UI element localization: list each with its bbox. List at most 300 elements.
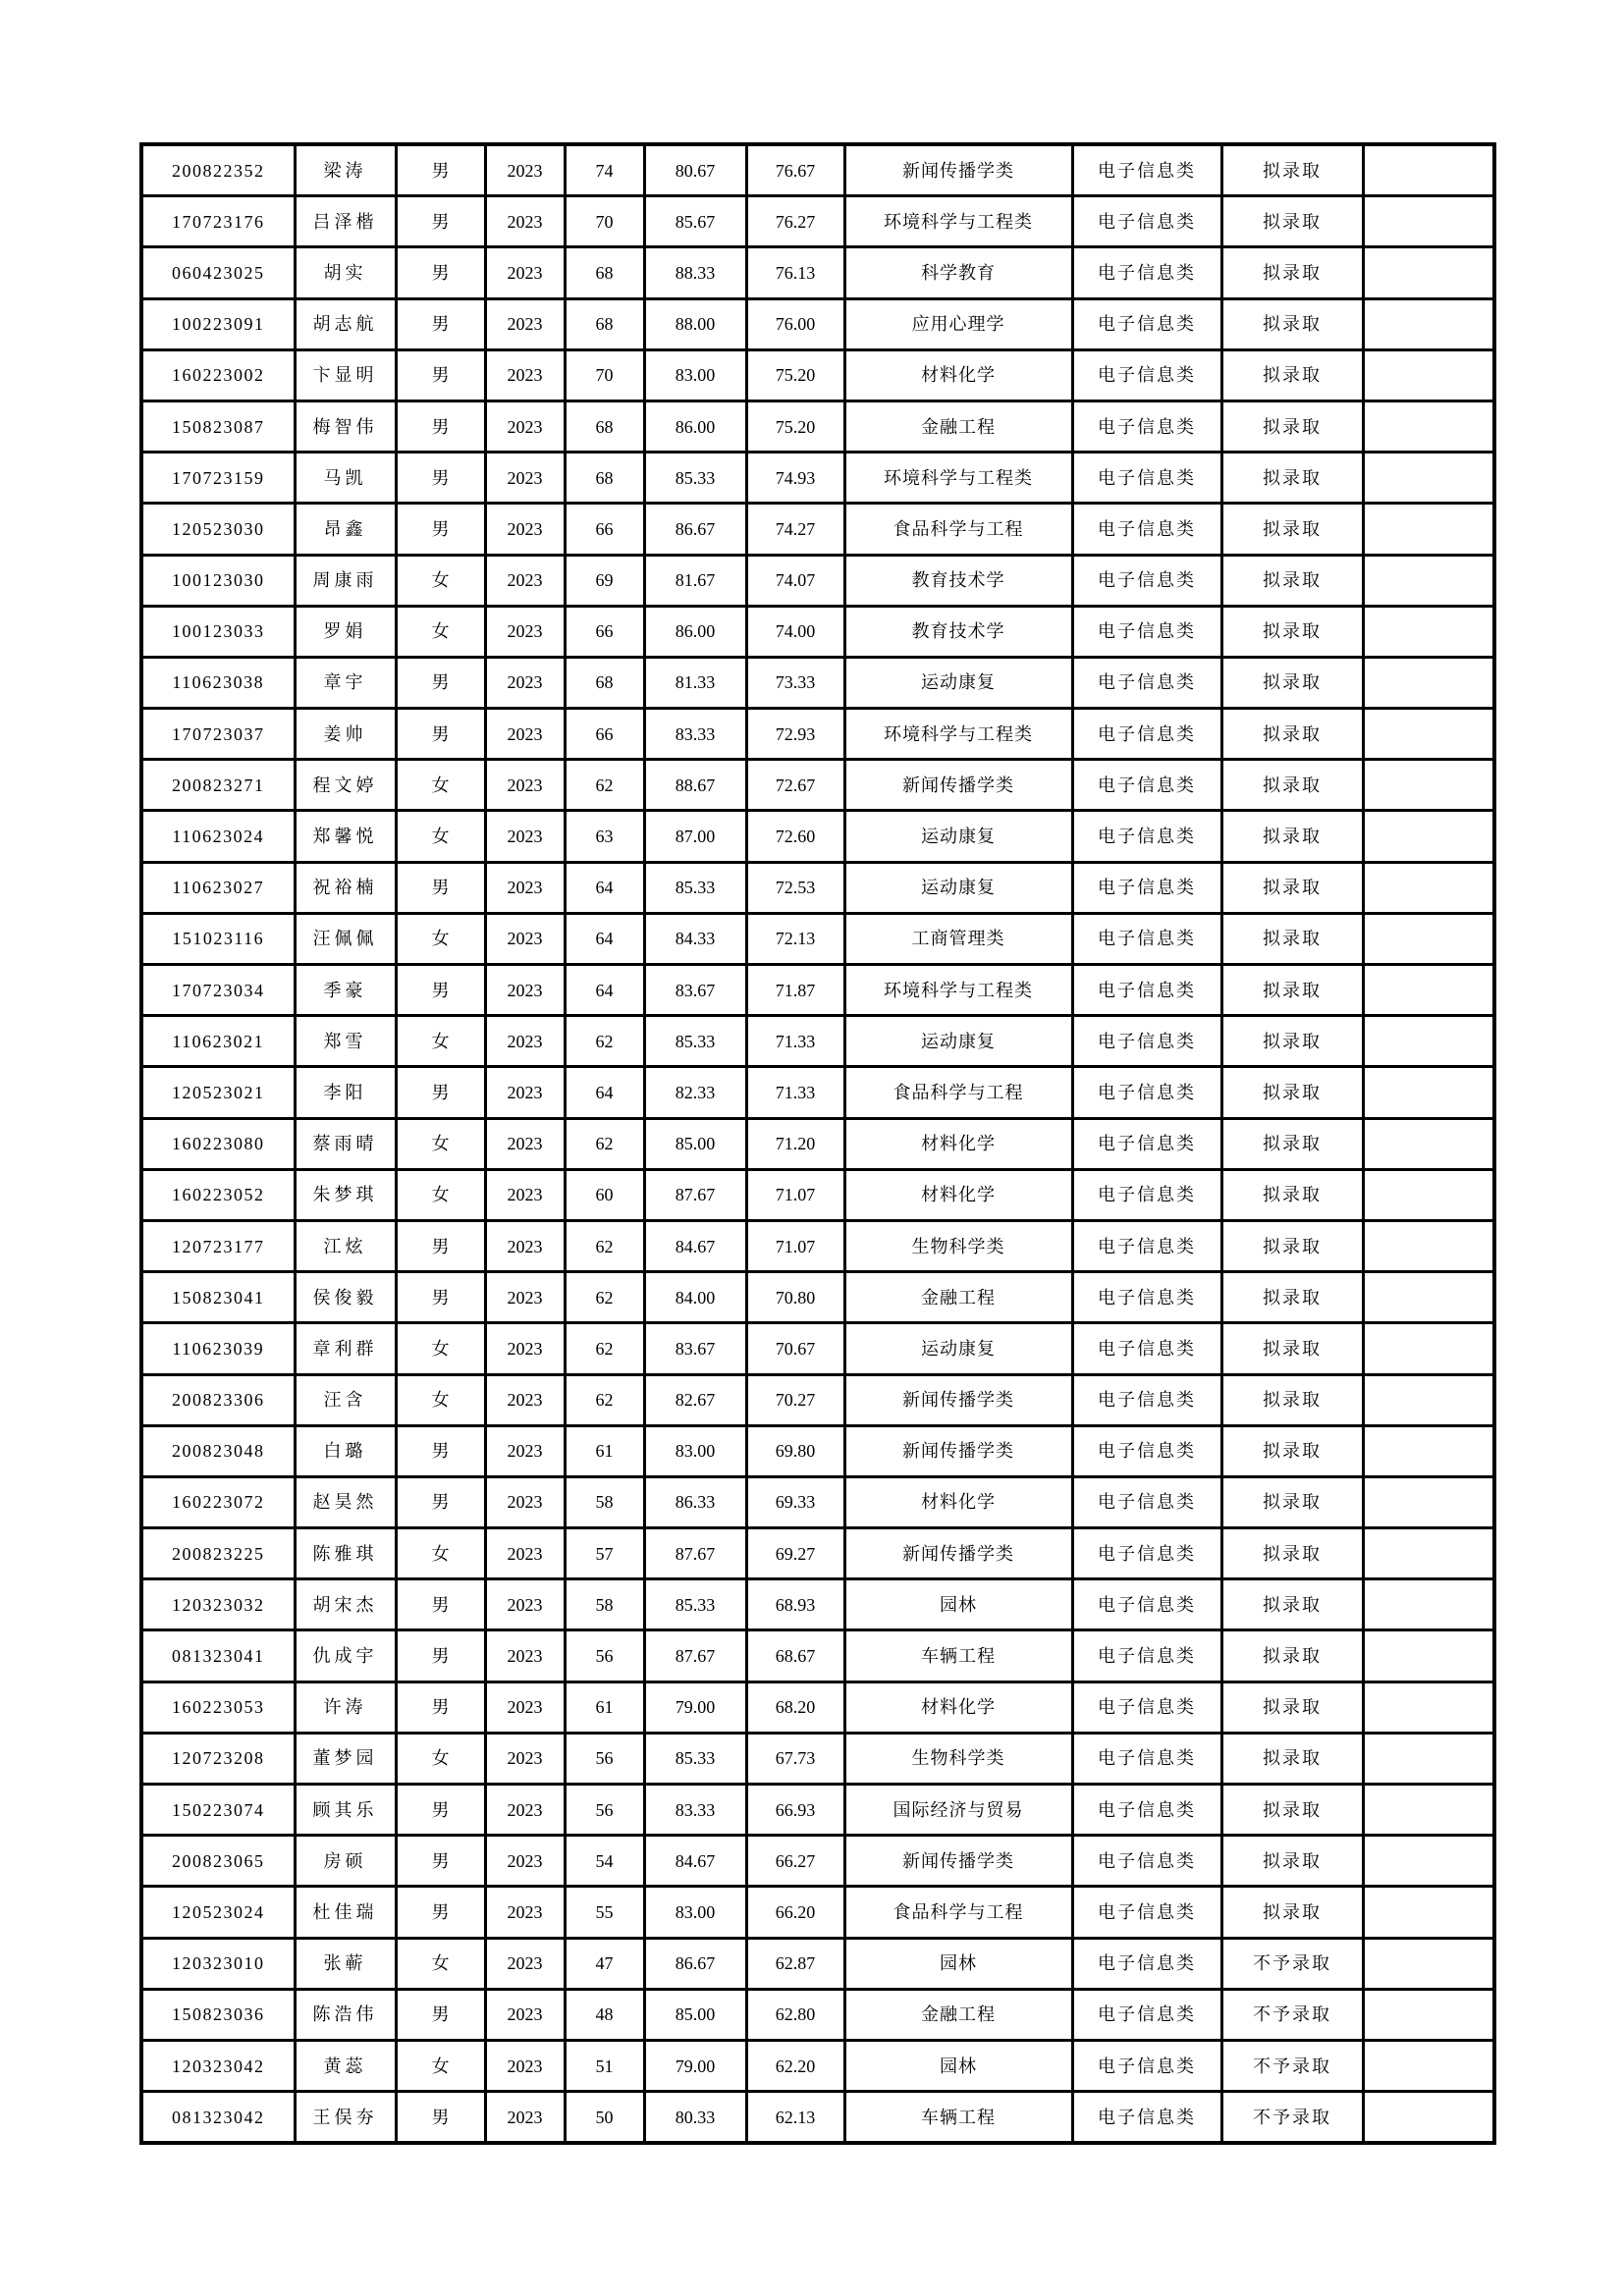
- cell-year: 2023: [485, 504, 565, 555]
- cell-score-2: 84.33: [644, 913, 746, 964]
- cell-score-weighted: 66.20: [746, 1887, 844, 1938]
- cell-student-id: 110623024: [141, 811, 295, 862]
- cell-student-id: 081323042: [141, 2092, 295, 2144]
- cell-score-weighted: 76.00: [746, 298, 844, 349]
- cell-status: 拟录取: [1221, 349, 1363, 400]
- cell-score-1: 62: [565, 1016, 644, 1067]
- cell-student-name: 章利群: [295, 1323, 396, 1374]
- cell-year: 2023: [485, 913, 565, 964]
- cell-score-1: 56: [565, 1733, 644, 1784]
- cell-status: 不予录取: [1221, 2092, 1363, 2144]
- cell-student-id: 150823041: [141, 1272, 295, 1323]
- cell-note: [1363, 1272, 1494, 1323]
- cell-student-id: 120523024: [141, 1887, 295, 1938]
- cell-major: 环境科学与工程类: [844, 196, 1072, 247]
- cell-gender: 女: [396, 1169, 485, 1220]
- cell-score-weighted: 68.67: [746, 1630, 844, 1682]
- cell-category: 电子信息类: [1072, 1425, 1221, 1476]
- table-row: [141, 144, 1494, 196]
- cell-note: [1363, 2092, 1494, 2144]
- cell-score-weighted: 76.13: [746, 247, 844, 298]
- cell-note: [1363, 965, 1494, 1016]
- cell-status: 拟录取: [1221, 862, 1363, 913]
- cell-major: 园林: [844, 1579, 1072, 1630]
- cell-score-2: 80.67: [644, 144, 746, 196]
- cell-note: [1363, 1682, 1494, 1733]
- cell-gender: 男: [396, 709, 485, 760]
- cell-major: 新闻传播学类: [844, 144, 1072, 196]
- cell-score-1: 62: [565, 1220, 644, 1271]
- cell-student-id: 100123033: [141, 606, 295, 657]
- cell-score-weighted: 71.87: [746, 965, 844, 1016]
- cell-year: 2023: [485, 606, 565, 657]
- cell-year: 2023: [485, 1836, 565, 1887]
- cell-year: 2023: [485, 1579, 565, 1630]
- cell-major: 教育技术学: [844, 606, 1072, 657]
- cell-score-weighted: 68.93: [746, 1579, 844, 1630]
- cell-year: 2023: [485, 1323, 565, 1374]
- cell-note: [1363, 1887, 1494, 1938]
- cell-category: 电子信息类: [1072, 1579, 1221, 1630]
- cell-year: 2023: [485, 1220, 565, 1271]
- cell-score-2: 85.33: [644, 862, 746, 913]
- cell-score-weighted: 71.33: [746, 1067, 844, 1118]
- cell-year: 2023: [485, 1938, 565, 1989]
- cell-student-name: 祝裕楠: [295, 862, 396, 913]
- cell-gender: 男: [396, 965, 485, 1016]
- cell-score-2: 85.33: [644, 1733, 746, 1784]
- table-row: [141, 1836, 1494, 1887]
- cell-score-weighted: 69.33: [746, 1476, 844, 1527]
- cell-student-id: 120723177: [141, 1220, 295, 1271]
- table-row: [141, 965, 1494, 1016]
- cell-note: [1363, 1733, 1494, 1784]
- cell-score-2: 85.33: [644, 453, 746, 504]
- cell-major: 环境科学与工程类: [844, 965, 1072, 1016]
- table-row: [141, 1118, 1494, 1169]
- table-row: [141, 1528, 1494, 1579]
- cell-score-1: 70: [565, 196, 644, 247]
- cell-year: 2023: [485, 1528, 565, 1579]
- cell-score-1: 51: [565, 2040, 644, 2091]
- cell-score-1: 64: [565, 862, 644, 913]
- cell-student-id: 120523021: [141, 1067, 295, 1118]
- cell-category: 电子信息类: [1072, 504, 1221, 555]
- cell-student-name: 程文婷: [295, 760, 396, 811]
- cell-status: 拟录取: [1221, 1425, 1363, 1476]
- cell-major: 新闻传播学类: [844, 1374, 1072, 1425]
- cell-score-1: 57: [565, 1528, 644, 1579]
- cell-gender: 男: [396, 1630, 485, 1682]
- cell-major: 环境科学与工程类: [844, 709, 1072, 760]
- cell-gender: 男: [396, 400, 485, 452]
- cell-category: 电子信息类: [1072, 606, 1221, 657]
- cell-score-2: 87.67: [644, 1528, 746, 1579]
- cell-gender: 女: [396, 1528, 485, 1579]
- cell-student-id: 170723159: [141, 453, 295, 504]
- cell-student-name: 陈浩伟: [295, 1989, 396, 2040]
- cell-score-weighted: 62.87: [746, 1938, 844, 1989]
- table-row: [141, 453, 1494, 504]
- cell-student-name: 昂鑫: [295, 504, 396, 555]
- cell-score-2: 88.33: [644, 247, 746, 298]
- cell-category: 电子信息类: [1072, 862, 1221, 913]
- table-row: [141, 657, 1494, 708]
- cell-score-weighted: 67.73: [746, 1733, 844, 1784]
- cell-gender: 女: [396, 811, 485, 862]
- cell-student-id: 110623039: [141, 1323, 295, 1374]
- cell-score-1: 62: [565, 1323, 644, 1374]
- cell-score-1: 74: [565, 144, 644, 196]
- cell-category: 电子信息类: [1072, 1528, 1221, 1579]
- cell-student-id: 160223072: [141, 1476, 295, 1527]
- cell-year: 2023: [485, 1425, 565, 1476]
- cell-score-2: 86.00: [644, 400, 746, 452]
- cell-status: 拟录取: [1221, 1016, 1363, 1067]
- cell-status: 拟录取: [1221, 1272, 1363, 1323]
- table-row: [141, 247, 1494, 298]
- table-row: [141, 606, 1494, 657]
- cell-score-1: 54: [565, 1836, 644, 1887]
- table-row: [141, 1989, 1494, 2040]
- cell-note: [1363, 144, 1494, 196]
- cell-note: [1363, 1067, 1494, 1118]
- cell-status: 拟录取: [1221, 965, 1363, 1016]
- cell-student-name: 胡实: [295, 247, 396, 298]
- table-row: [141, 555, 1494, 606]
- cell-score-weighted: 66.27: [746, 1836, 844, 1887]
- cell-score-1: 64: [565, 965, 644, 1016]
- cell-status: 拟录取: [1221, 196, 1363, 247]
- cell-year: 2023: [485, 144, 565, 196]
- cell-year: 2023: [485, 1067, 565, 1118]
- cell-student-name: 黄蕊: [295, 2040, 396, 2091]
- cell-gender: 男: [396, 504, 485, 555]
- cell-score-2: 85.67: [644, 196, 746, 247]
- cell-major: 车辆工程: [844, 1630, 1072, 1682]
- cell-score-2: 82.33: [644, 1067, 746, 1118]
- cell-score-2: 80.33: [644, 2092, 746, 2144]
- cell-student-name: 顾其乐: [295, 1785, 396, 1836]
- cell-category: 电子信息类: [1072, 2040, 1221, 2091]
- cell-gender: 男: [396, 1067, 485, 1118]
- cell-note: [1363, 1016, 1494, 1067]
- cell-note: [1363, 1323, 1494, 1374]
- cell-score-1: 56: [565, 1785, 644, 1836]
- cell-student-name: 陈雅琪: [295, 1528, 396, 1579]
- cell-category: 电子信息类: [1072, 144, 1221, 196]
- cell-gender: 女: [396, 760, 485, 811]
- cell-score-2: 85.33: [644, 1579, 746, 1630]
- cell-score-weighted: 62.20: [746, 2040, 844, 2091]
- cell-category: 电子信息类: [1072, 1220, 1221, 1271]
- cell-note: [1363, 1989, 1494, 2040]
- cell-student-name: 侯俊毅: [295, 1272, 396, 1323]
- cell-student-id: 100123030: [141, 555, 295, 606]
- cell-student-id: 160223080: [141, 1118, 295, 1169]
- cell-score-1: 66: [565, 606, 644, 657]
- cell-student-id: 150223074: [141, 1785, 295, 1836]
- cell-note: [1363, 606, 1494, 657]
- cell-major: 科学教育: [844, 247, 1072, 298]
- cell-student-id: 120723208: [141, 1733, 295, 1784]
- cell-gender: 女: [396, 2040, 485, 2091]
- cell-score-weighted: 69.80: [746, 1425, 844, 1476]
- cell-category: 电子信息类: [1072, 196, 1221, 247]
- cell-student-name: 郑馨悦: [295, 811, 396, 862]
- cell-year: 2023: [485, 811, 565, 862]
- cell-note: [1363, 1425, 1494, 1476]
- cell-student-id: 100223091: [141, 298, 295, 349]
- cell-category: 电子信息类: [1072, 2092, 1221, 2144]
- cell-gender: 男: [396, 196, 485, 247]
- cell-score-2: 85.00: [644, 1989, 746, 2040]
- table-row: [141, 400, 1494, 452]
- cell-score-2: 83.00: [644, 1425, 746, 1476]
- cell-major: 材料化学: [844, 349, 1072, 400]
- cell-major: 新闻传播学类: [844, 1836, 1072, 1887]
- cell-score-weighted: 70.80: [746, 1272, 844, 1323]
- cell-year: 2023: [485, 1630, 565, 1682]
- cell-student-name: 梁涛: [295, 144, 396, 196]
- cell-student-id: 200822352: [141, 144, 295, 196]
- table-row: [141, 1272, 1494, 1323]
- cell-student-name: 房硕: [295, 1836, 396, 1887]
- cell-status: 拟录取: [1221, 1220, 1363, 1271]
- table-row: [141, 1579, 1494, 1630]
- cell-status: 拟录取: [1221, 555, 1363, 606]
- cell-score-weighted: 72.13: [746, 913, 844, 964]
- table-row: [141, 1374, 1494, 1425]
- cell-major: 新闻传播学类: [844, 1528, 1072, 1579]
- cell-year: 2023: [485, 1989, 565, 2040]
- table-row: [141, 709, 1494, 760]
- table-row: [141, 2040, 1494, 2091]
- table-row: [141, 1067, 1494, 1118]
- cell-student-id: 110623027: [141, 862, 295, 913]
- cell-student-id: 150823087: [141, 400, 295, 452]
- cell-major: 园林: [844, 2040, 1072, 2091]
- cell-year: 2023: [485, 1476, 565, 1527]
- cell-year: 2023: [485, 1374, 565, 1425]
- cell-score-2: 83.00: [644, 349, 746, 400]
- cell-status: 拟录取: [1221, 298, 1363, 349]
- cell-year: 2023: [485, 247, 565, 298]
- cell-note: [1363, 1374, 1494, 1425]
- cell-score-1: 68: [565, 657, 644, 708]
- cell-gender: 女: [396, 1323, 485, 1374]
- cell-score-1: 66: [565, 709, 644, 760]
- cell-score-2: 83.33: [644, 1785, 746, 1836]
- table-row: [141, 811, 1494, 862]
- cell-score-2: 81.33: [644, 657, 746, 708]
- cell-note: [1363, 453, 1494, 504]
- cell-student-id: 170723034: [141, 965, 295, 1016]
- cell-student-id: 120323032: [141, 1579, 295, 1630]
- cell-score-weighted: 68.20: [746, 1682, 844, 1733]
- cell-student-name: 蔡雨晴: [295, 1118, 396, 1169]
- admission-table: [139, 142, 1496, 2145]
- cell-gender: 男: [396, 862, 485, 913]
- cell-score-weighted: 72.67: [746, 760, 844, 811]
- cell-gender: 男: [396, 1579, 485, 1630]
- cell-note: [1363, 709, 1494, 760]
- cell-score-2: 86.00: [644, 606, 746, 657]
- cell-major: 食品科学与工程: [844, 1887, 1072, 1938]
- cell-category: 电子信息类: [1072, 760, 1221, 811]
- cell-status: 拟录取: [1221, 657, 1363, 708]
- table-row: [141, 862, 1494, 913]
- cell-score-1: 50: [565, 2092, 644, 2144]
- cell-note: [1363, 1476, 1494, 1527]
- cell-score-1: 68: [565, 298, 644, 349]
- cell-gender: 女: [396, 1938, 485, 1989]
- cell-score-1: 58: [565, 1579, 644, 1630]
- cell-student-name: 杜佳瑞: [295, 1887, 396, 1938]
- cell-student-name: 许涛: [295, 1682, 396, 1733]
- table-row: [141, 1425, 1494, 1476]
- cell-student-name: 吕泽楷: [295, 196, 396, 247]
- cell-gender: 女: [396, 1374, 485, 1425]
- cell-category: 电子信息类: [1072, 1374, 1221, 1425]
- cell-status: 拟录取: [1221, 1785, 1363, 1836]
- cell-category: 电子信息类: [1072, 1067, 1221, 1118]
- cell-category: 电子信息类: [1072, 298, 1221, 349]
- cell-gender: 男: [396, 247, 485, 298]
- cell-student-name: 胡宋杰: [295, 1579, 396, 1630]
- cell-student-id: 151023116: [141, 913, 295, 964]
- cell-score-weighted: 74.07: [746, 555, 844, 606]
- cell-note: [1363, 1579, 1494, 1630]
- cell-note: [1363, 555, 1494, 606]
- cell-score-1: 70: [565, 349, 644, 400]
- table-row: [141, 1476, 1494, 1527]
- cell-score-1: 68: [565, 247, 644, 298]
- cell-major: 运动康复: [844, 811, 1072, 862]
- cell-gender: 男: [396, 1989, 485, 2040]
- cell-category: 电子信息类: [1072, 1016, 1221, 1067]
- cell-student-id: 200823306: [141, 1374, 295, 1425]
- cell-score-1: 60: [565, 1169, 644, 1220]
- cell-status: 拟录取: [1221, 1476, 1363, 1527]
- cell-major: 运动康复: [844, 1016, 1072, 1067]
- cell-student-name: 罗娟: [295, 606, 396, 657]
- cell-note: [1363, 1938, 1494, 1989]
- cell-category: 电子信息类: [1072, 1887, 1221, 1938]
- cell-student-id: 160223052: [141, 1169, 295, 1220]
- table-row: [141, 1169, 1494, 1220]
- cell-major: 工商管理类: [844, 913, 1072, 964]
- cell-status: 拟录取: [1221, 1579, 1363, 1630]
- cell-score-weighted: 74.00: [746, 606, 844, 657]
- cell-year: 2023: [485, 298, 565, 349]
- cell-major: 材料化学: [844, 1169, 1072, 1220]
- cell-note: [1363, 247, 1494, 298]
- cell-major: 环境科学与工程类: [844, 453, 1072, 504]
- cell-category: 电子信息类: [1072, 400, 1221, 452]
- cell-gender: 男: [396, 1785, 485, 1836]
- cell-score-2: 87.67: [644, 1169, 746, 1220]
- cell-year: 2023: [485, 760, 565, 811]
- cell-score-1: 62: [565, 1118, 644, 1169]
- table-row: [141, 349, 1494, 400]
- cell-score-1: 69: [565, 555, 644, 606]
- cell-note: [1363, 349, 1494, 400]
- cell-student-id: 170723176: [141, 196, 295, 247]
- cell-student-id: 120323042: [141, 2040, 295, 2091]
- cell-score-1: 63: [565, 811, 644, 862]
- cell-major: 教育技术学: [844, 555, 1072, 606]
- cell-category: 电子信息类: [1072, 1785, 1221, 1836]
- cell-score-weighted: 71.20: [746, 1118, 844, 1169]
- cell-student-name: 江炫: [295, 1220, 396, 1271]
- cell-status: 拟录取: [1221, 1733, 1363, 1784]
- table-row: [141, 298, 1494, 349]
- cell-status: 拟录取: [1221, 1323, 1363, 1374]
- cell-student-id: 081323041: [141, 1630, 295, 1682]
- cell-score-2: 79.00: [644, 1682, 746, 1733]
- cell-year: 2023: [485, 400, 565, 452]
- cell-student-id: 160223053: [141, 1682, 295, 1733]
- cell-category: 电子信息类: [1072, 1733, 1221, 1784]
- cell-student-name: 郑雪: [295, 1016, 396, 1067]
- cell-score-weighted: 72.60: [746, 811, 844, 862]
- cell-year: 2023: [485, 555, 565, 606]
- cell-note: [1363, 1528, 1494, 1579]
- cell-student-name: 姜帅: [295, 709, 396, 760]
- cell-major: 材料化学: [844, 1476, 1072, 1527]
- cell-note: [1363, 913, 1494, 964]
- cell-status: 不予录取: [1221, 2040, 1363, 2091]
- cell-student-id: 160223002: [141, 349, 295, 400]
- cell-category: 电子信息类: [1072, 349, 1221, 400]
- cell-score-1: 58: [565, 1476, 644, 1527]
- cell-score-2: 83.67: [644, 965, 746, 1016]
- cell-note: [1363, 1118, 1494, 1169]
- cell-score-1: 61: [565, 1682, 644, 1733]
- cell-note: [1363, 657, 1494, 708]
- cell-score-2: 82.67: [644, 1374, 746, 1425]
- cell-year: 2023: [485, 657, 565, 708]
- cell-category: 电子信息类: [1072, 1169, 1221, 1220]
- cell-note: [1363, 862, 1494, 913]
- cell-status: 拟录取: [1221, 144, 1363, 196]
- cell-score-weighted: 73.33: [746, 657, 844, 708]
- cell-category: 电子信息类: [1072, 965, 1221, 1016]
- cell-year: 2023: [485, 862, 565, 913]
- cell-category: 电子信息类: [1072, 453, 1221, 504]
- cell-gender: 男: [396, 657, 485, 708]
- cell-score-weighted: 76.67: [746, 144, 844, 196]
- cell-student-id: 200823048: [141, 1425, 295, 1476]
- cell-score-2: 86.67: [644, 504, 746, 555]
- cell-year: 2023: [485, 349, 565, 400]
- cell-score-weighted: 70.27: [746, 1374, 844, 1425]
- cell-status: 拟录取: [1221, 1118, 1363, 1169]
- cell-score-weighted: 66.93: [746, 1785, 844, 1836]
- table-row: [141, 1938, 1494, 1989]
- cell-status: 拟录取: [1221, 453, 1363, 504]
- cell-category: 电子信息类: [1072, 1630, 1221, 1682]
- cell-major: 金融工程: [844, 1989, 1072, 2040]
- cell-score-2: 83.33: [644, 709, 746, 760]
- cell-status: 拟录取: [1221, 606, 1363, 657]
- cell-gender: 女: [396, 1016, 485, 1067]
- cell-score-weighted: 72.93: [746, 709, 844, 760]
- cell-year: 2023: [485, 453, 565, 504]
- cell-status: 拟录取: [1221, 1887, 1363, 1938]
- cell-score-weighted: 75.20: [746, 400, 844, 452]
